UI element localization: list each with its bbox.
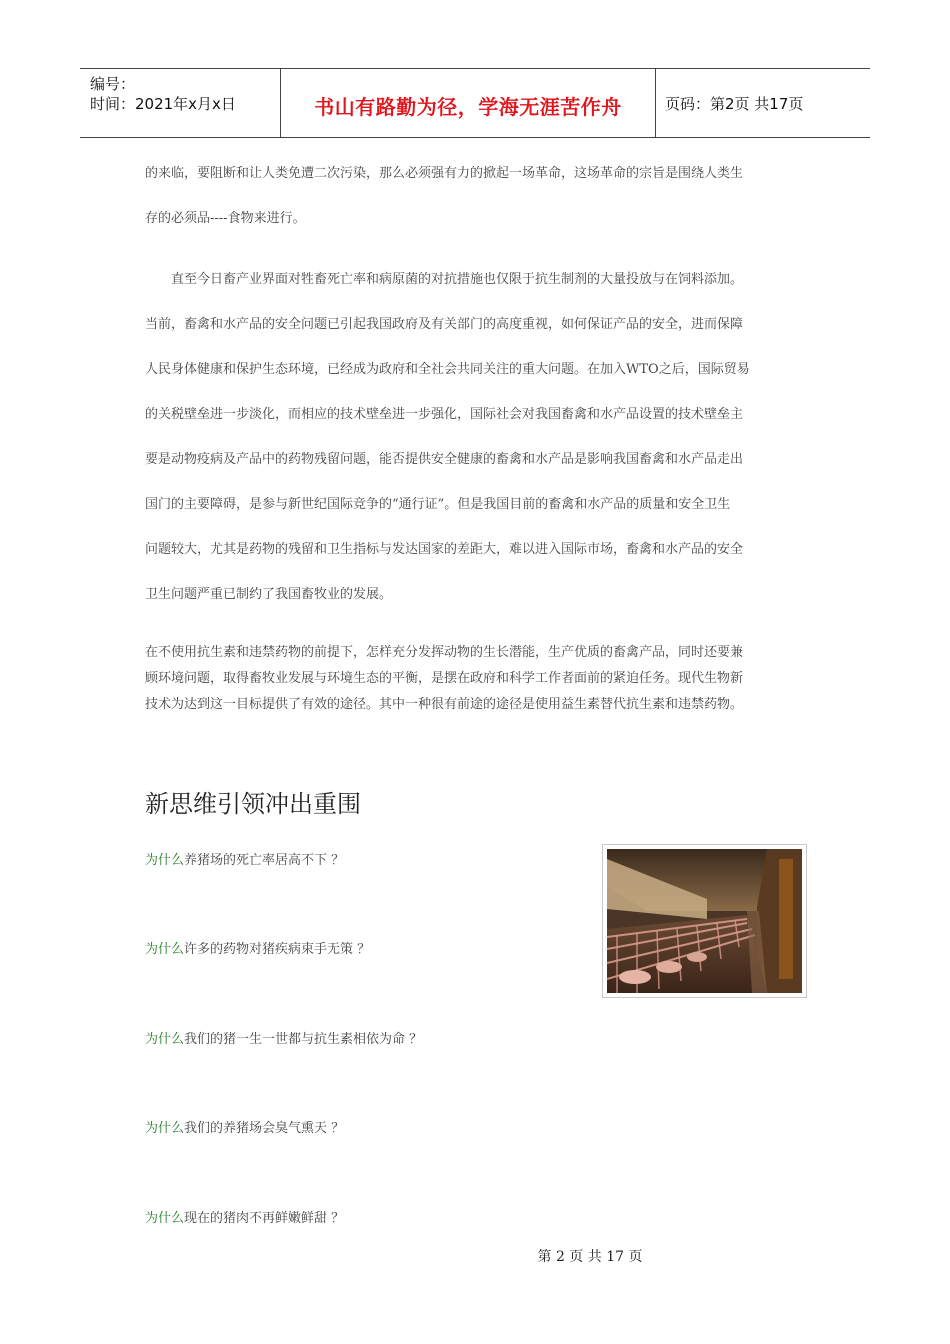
header-motto <box>281 69 656 137</box>
page-header <box>80 68 870 138</box>
motto-text: 书山有路勤为径，学海无涯苦作舟 <box>314 94 622 119</box>
question-lead: 为什么 <box>145 1032 185 1047</box>
question-lead: 为什么 <box>145 1211 185 1226</box>
question-item <box>145 1207 344 1226</box>
paragraph-line: 人民身体健康和保护生态环境，已经成为政府和全社会共同关注的重大问题。在加入WTO之后，国际贸易 <box>145 362 750 377</box>
question-item <box>145 938 370 957</box>
question-text: 我们的猪一生一世都与抗生素相依为命 ？ <box>184 1032 423 1047</box>
paragraph-line: 当前，畜禽和水产品的安全问题已引起我国政府及有关部门的高度重视，如何保证产品的安全，进而保障 <box>145 317 744 332</box>
number-label: 编号： <box>90 75 136 93</box>
paragraph-line: 问题较大，尤其是药物的残留和卫生指标与发达国家的差距大，难以进入国际市场，畜禽和水产品的安全 <box>145 542 744 557</box>
paragraph-line: 卫生问题严重已制约了我国畜牧业的发展。 <box>145 587 393 602</box>
question-item <box>145 1117 344 1136</box>
pig-barn-image <box>607 849 802 993</box>
paragraph-line: 国门的主要障碍，是参与新世纪国际竞争的“通行证”。但是我国目前的畜禽和水产品的质量和安全卫生 <box>145 497 731 512</box>
page-footer: 第 2 页 共 17 页 <box>537 1249 643 1265</box>
paragraph-line: 技术为达到这一目标提供了有效的途径。其中一种很有前途的途径是使用益生素替代抗生素和违禁药物。 <box>145 697 744 712</box>
header-meta <box>80 69 281 137</box>
paragraph-line: 顾环境问题，取得畜牧业发展与环境生态的平衡，是摆在政府和科学工作者面前的紧迫任务。现代生物新 <box>145 671 744 686</box>
question-lead: 为什么 <box>145 853 185 868</box>
question-text: 许多的药物对猪疾病束手无策 ？ <box>184 942 371 957</box>
question-lead: 为什么 <box>145 942 185 957</box>
question-text: 现在的猪肉不再鲜嫩鲜甜 ？ <box>184 1211 345 1226</box>
section-heading: 新思维引领冲出重围 <box>145 790 361 818</box>
paragraph-line: 直至今日畜产业界面对牲畜死亡率和病原菌的对抗措施也仅限于抗生制剂的大量投放与在饲料添加。 <box>145 272 744 287</box>
page-info: 页码：第2页 共17页 <box>665 94 804 113</box>
question-item <box>145 1028 422 1047</box>
paragraph-line: 的来临，要阻断和让人类免遭二次污染，那么必须强有力的掀起一场革命，这场革命的宗旨是围绕人类生 <box>145 166 744 181</box>
paragraph-line: 存的必须品----食物来进行。 <box>145 211 306 226</box>
paragraph-line: 在不使用抗生素和违禁药物的前提下，怎样充分发挥动物的生长潜能，生产优质的畜禽产品，同时还要兼 <box>145 645 744 660</box>
paragraph-line: 要是动物疫病及产品中的药物残留问题，能否提供安全健康的畜禽和水产品是影响我国畜禽和水产品走出 <box>145 452 744 467</box>
question-text: 养猪场的死亡率居高不下 ？ <box>184 853 345 868</box>
pig-barn-photo <box>602 844 807 998</box>
question-text: 我们的养猪场会臭气熏天 ？ <box>184 1121 345 1136</box>
time-label: 时间：2021年x月x日 <box>90 95 236 113</box>
paragraph-line: 的关税壁垒进一步淡化，而相应的技术壁垒进一步强化，国际社会对我国畜禽和水产品设置的技术壁垒主 <box>145 407 744 422</box>
question-lead: 为什么 <box>145 1121 185 1136</box>
question-item <box>145 849 344 868</box>
